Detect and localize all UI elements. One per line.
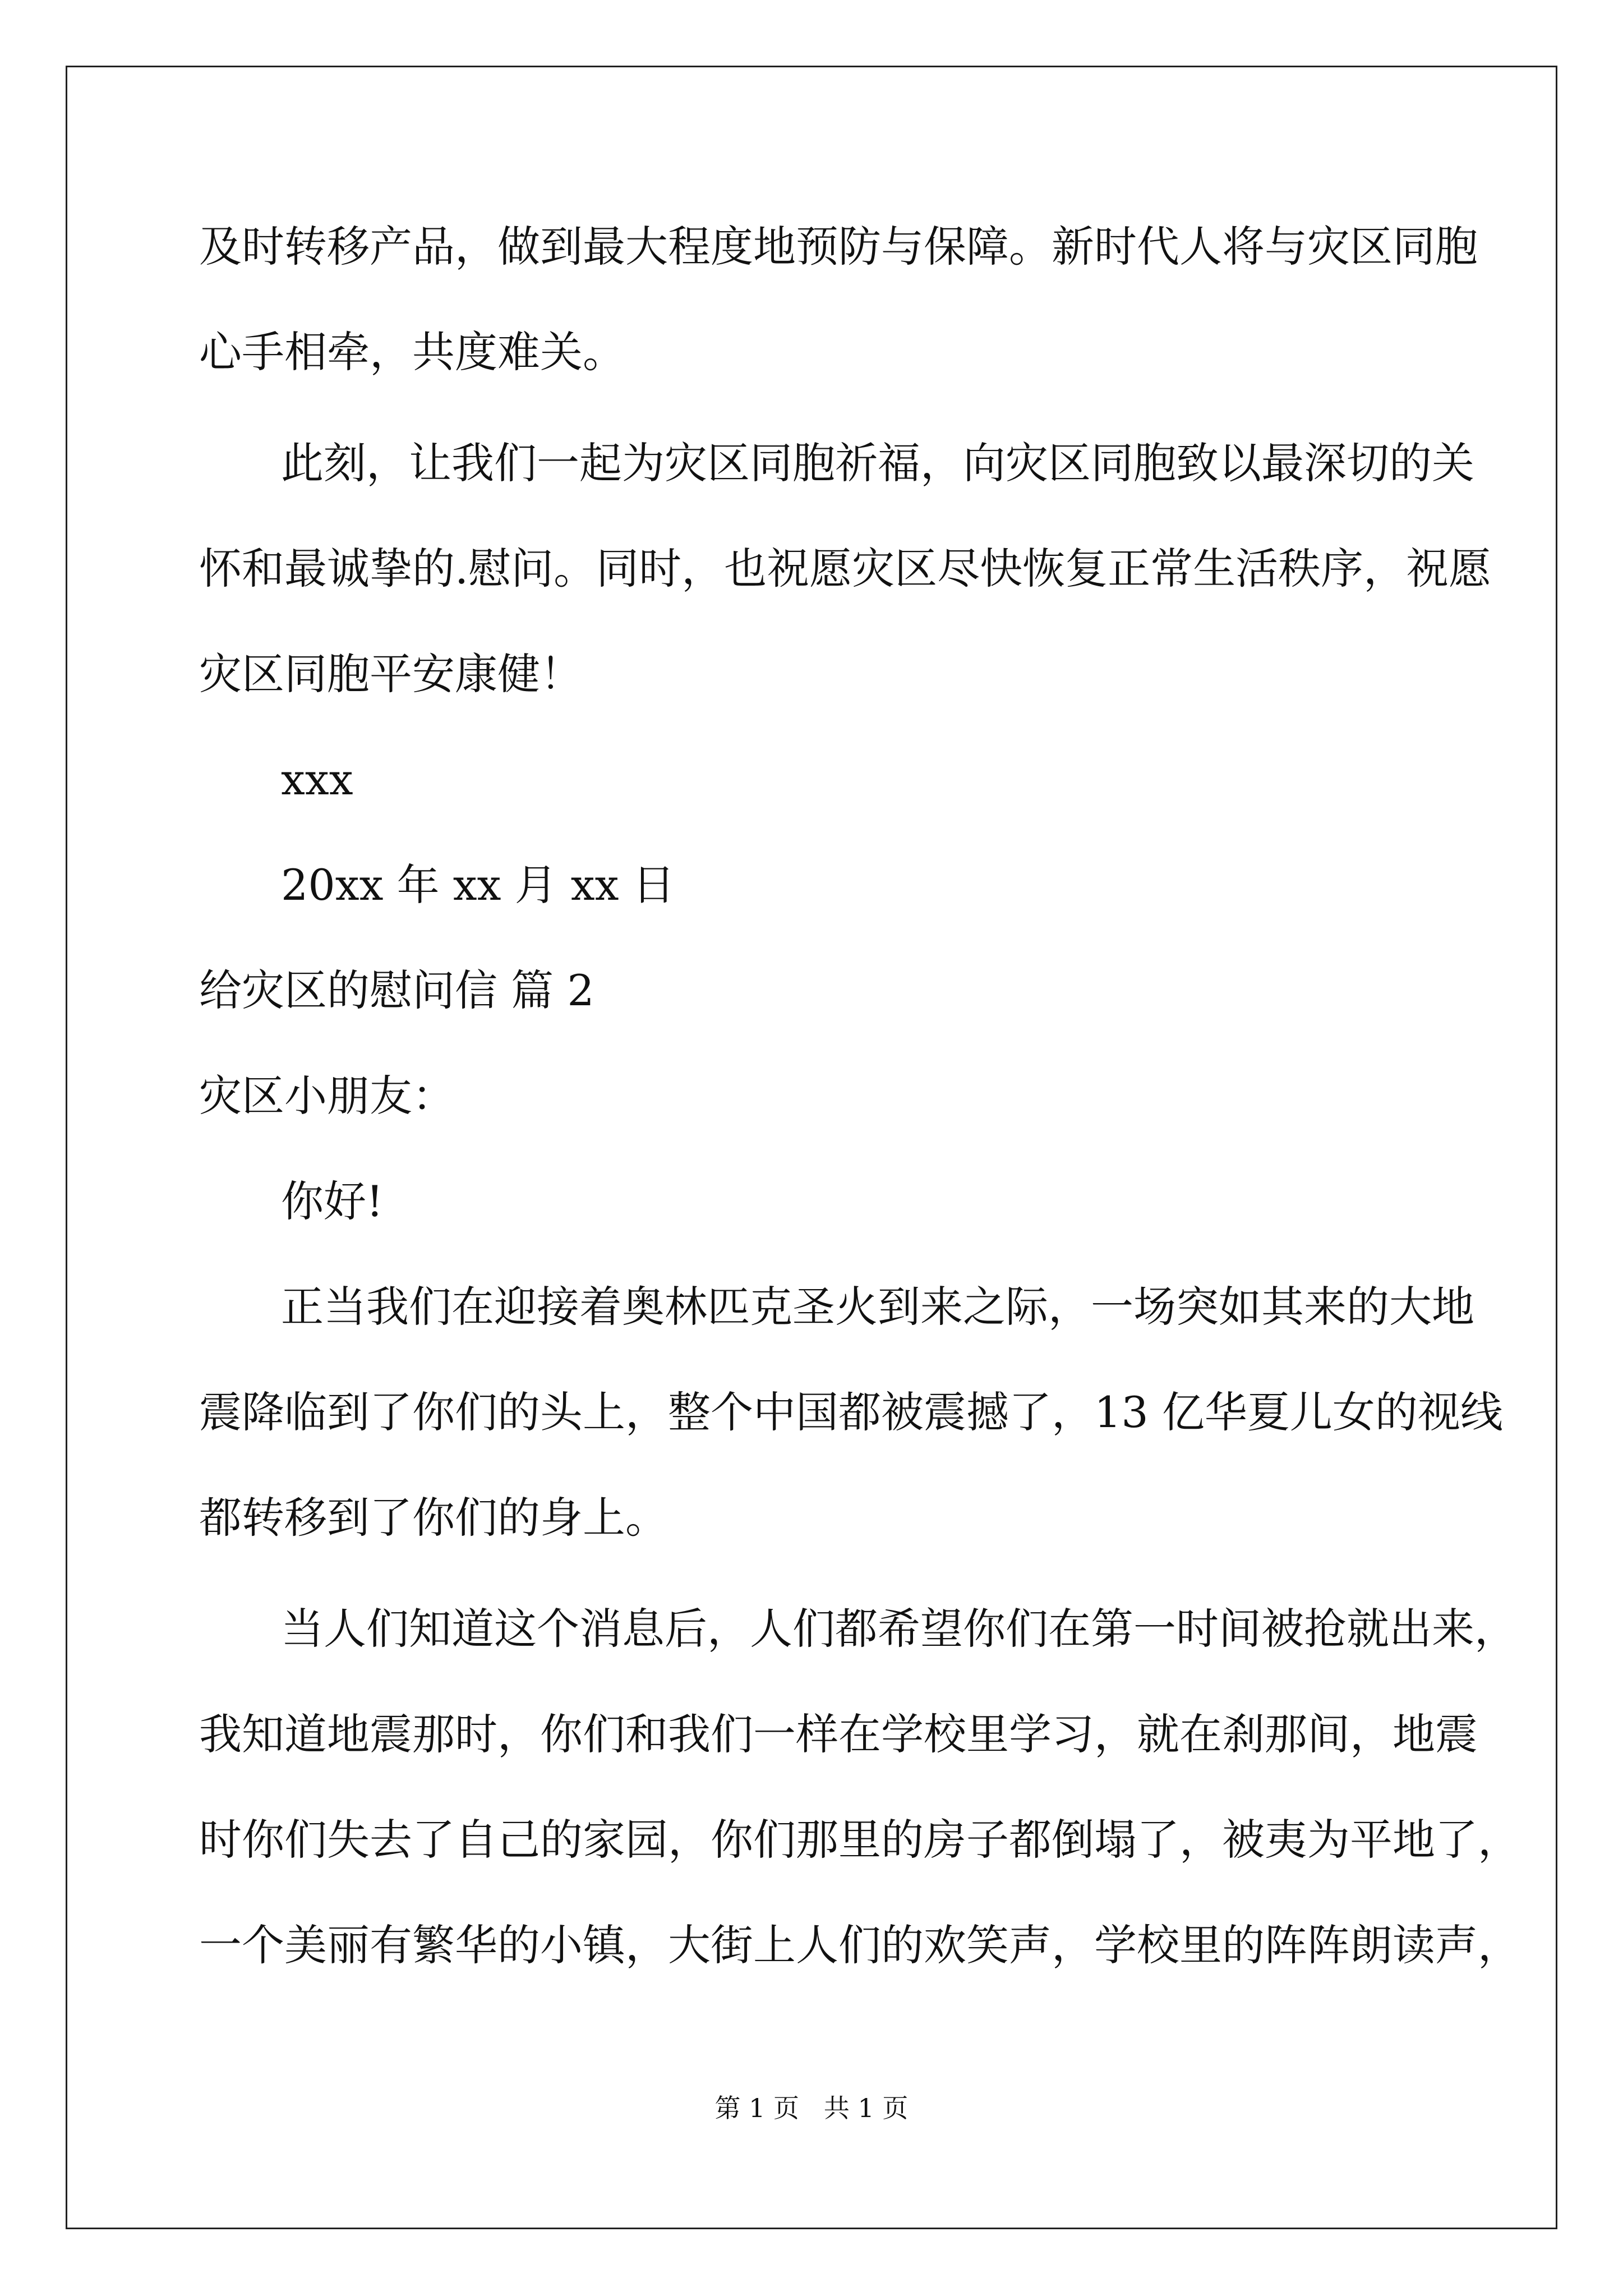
text-line: 此刻，让我们一起为灾区同胞祈福，向灾区同胞致以最深切的关 bbox=[281, 438, 1474, 488]
text-line: 心手相牵，共度难关。 bbox=[199, 327, 625, 377]
text-line: 我知道地震那时，你们和我们一样在学校里学习，就在刹那间，地震 bbox=[199, 1709, 1478, 1759]
signature: xxx bbox=[281, 754, 353, 804]
text-line: 时你们失去了自己的家园，你们那里的房子都倒塌了，被夷为平地了， bbox=[199, 1815, 1520, 1865]
text-line: 震降临到了你们的头上，整个中国都被震撼了，13 亿华夏儿女的视线 bbox=[199, 1387, 1503, 1437]
greeting: 你好! bbox=[281, 1176, 384, 1226]
text-line: 怀和最诚挚的.慰问。同时，也祝愿灾区尽快恢复正常生活秩序，祝愿 bbox=[199, 544, 1492, 593]
text-line: 一个美丽有繁华的小镇，大街上人们的欢笑声，学校里的阵阵朗读声， bbox=[199, 1920, 1520, 1970]
page-footer: 第 1 页 共 1 页 bbox=[714, 2093, 909, 2123]
date-line: 20xx 年 xx 月 xx 日 bbox=[281, 860, 675, 910]
text-line: 当人们知道这个消息后，人们都希望你们在第一时间被抢就出来， bbox=[281, 1604, 1517, 1654]
text-line: 灾区同胞平安康健！ bbox=[199, 649, 583, 699]
text-line: 及时转移产品，做到最大程度地预防与保障。新时代人将与灾区同胞 bbox=[199, 222, 1478, 272]
page-border bbox=[66, 66, 1557, 2229]
text-line: 都转移到了你们的身上。 bbox=[199, 1493, 668, 1543]
text-line: 正当我们在迎接着奥林匹克圣火到来之际，一场突如其来的大地 bbox=[281, 1282, 1474, 1332]
salutation: 灾区小朋友： bbox=[199, 1071, 455, 1121]
section-title: 给灾区的慰问信 篇 2 bbox=[199, 965, 594, 1015]
